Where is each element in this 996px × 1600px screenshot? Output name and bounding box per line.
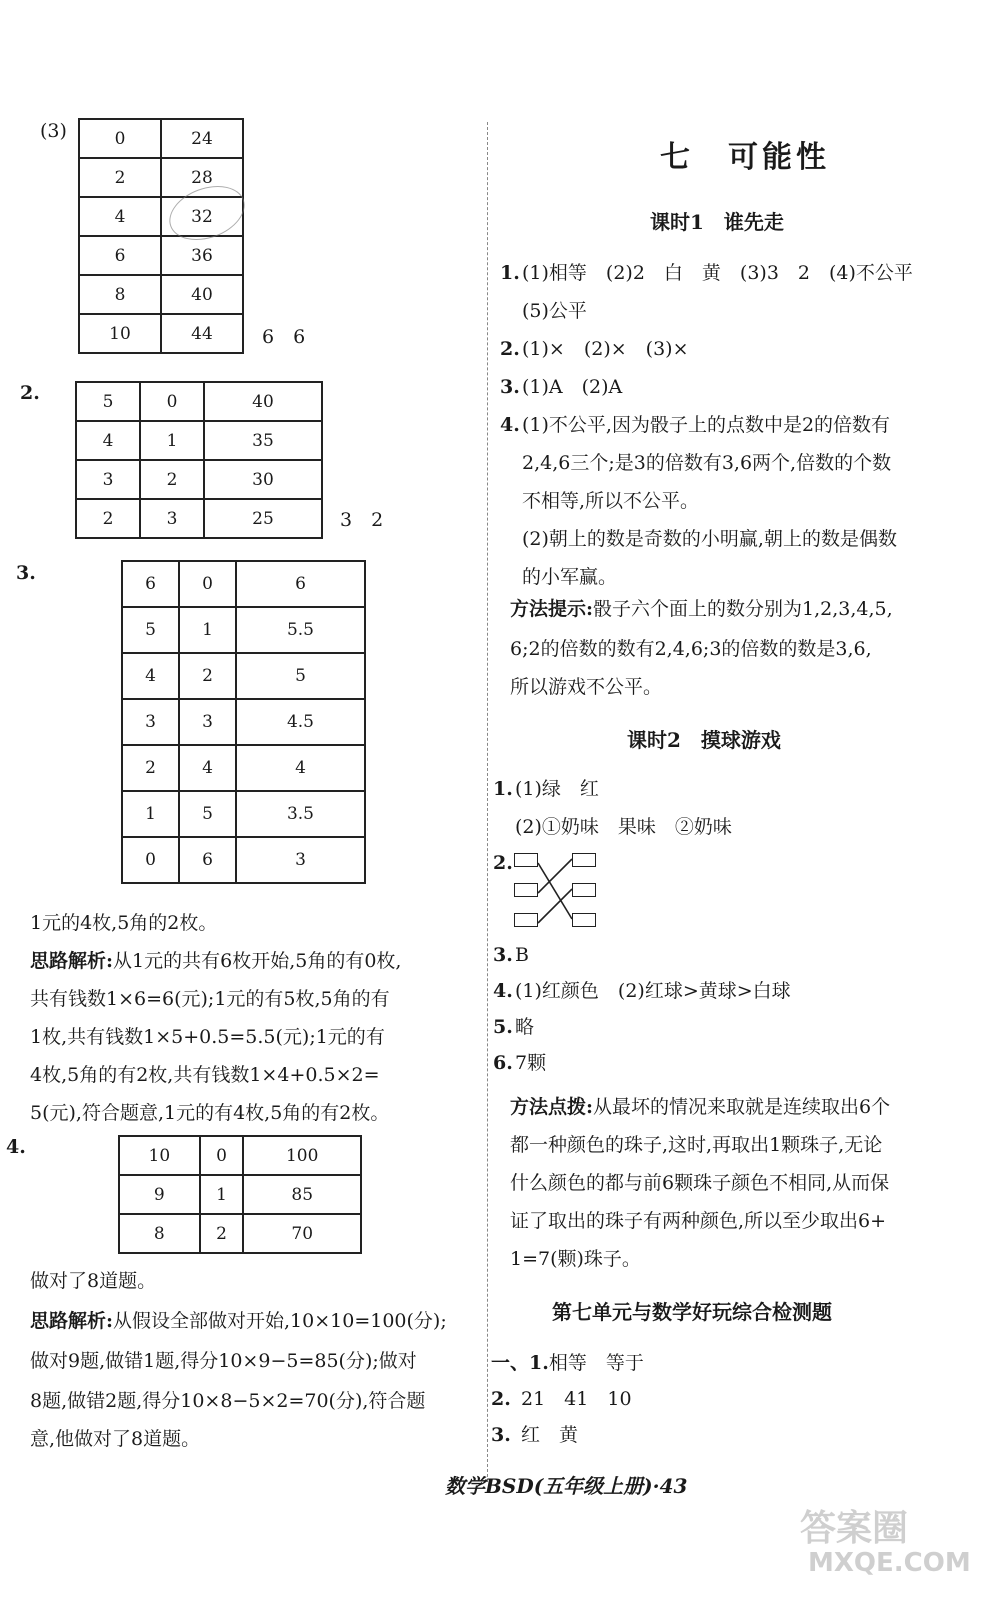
table-cell: 3 xyxy=(122,699,179,745)
table-cell: 5.5 xyxy=(236,607,365,653)
table-cell: 5 xyxy=(179,791,236,837)
answer-text: (1)不公平,因为骰子上的点数中是2的倍数有 xyxy=(522,414,891,436)
table-cell: 4 xyxy=(79,197,161,236)
table-cell: 5 xyxy=(76,382,140,421)
question-number: 6. xyxy=(493,1052,513,1074)
tip2-line: 都一种颜色的珠子,这时,再取出1颗珠子,无论 xyxy=(510,1134,883,1156)
q4-analysis-line: 做对9题,做错1题,得分10×9−5=85(分);做对 xyxy=(30,1350,417,1372)
lesson1-title: 课时1 谁先走 xyxy=(650,210,784,234)
q4-analysis-line: 从假设全部做对开始,10×10=100(分); xyxy=(113,1310,447,1332)
table-cell: 35 xyxy=(204,421,322,460)
q4-label: 4. xyxy=(6,1136,26,1158)
table-cell: 10 xyxy=(79,314,161,353)
table-cell: 4 xyxy=(179,745,236,791)
table-cell: 6 xyxy=(236,561,365,607)
table-cell: 5 xyxy=(236,653,365,699)
q4-analysis-line: 意,他做对了8道题。 xyxy=(30,1428,201,1450)
table-row xyxy=(76,460,322,499)
q4-table xyxy=(118,1135,362,1254)
q1-3-label: (3) xyxy=(40,120,67,142)
table-cell: 0 xyxy=(179,561,236,607)
match-box-left-1 xyxy=(514,853,538,867)
table-cell: 3 xyxy=(76,460,140,499)
table-cell: 36 xyxy=(161,236,243,275)
table-cell: 3.5 xyxy=(236,791,365,837)
tip1-label: 方法提示: xyxy=(510,598,594,620)
answer-text: 的小军赢。 xyxy=(522,566,618,588)
answer-text: 7颗 xyxy=(515,1052,547,1074)
q3-analysis-line: 从1元的共有6枚开始,5角的有0枚, xyxy=(113,950,402,972)
table-row xyxy=(122,653,365,699)
table-cell: 5 xyxy=(122,607,179,653)
match-line xyxy=(538,863,572,919)
match-line xyxy=(538,889,572,923)
tip1-line: 所以游戏不公平。 xyxy=(510,676,663,698)
answer-text: 2,4,6三个;是3的倍数有3,6两个,倍数的个数 xyxy=(522,452,892,474)
answer-line xyxy=(500,412,890,438)
table-cell: 2 xyxy=(76,499,140,538)
q3-analysis-line: 4枚,5角的有2枚,共有钱数1×4+0.5×2= xyxy=(30,1064,380,1086)
table-cell: 9 xyxy=(119,1175,200,1214)
answer-line xyxy=(493,1050,546,1076)
q4-analysis-label: 思路解析: xyxy=(30,1310,114,1332)
q4-answer: 做对了8道题。 xyxy=(30,1270,157,1292)
answer-line xyxy=(500,450,891,476)
table-cell: 4 xyxy=(122,653,179,699)
table-cell: 10 xyxy=(119,1136,200,1175)
lesson2-title: 课时2 摸球游戏 xyxy=(627,728,781,752)
question-number: 5. xyxy=(493,1016,513,1038)
table-cell: 4 xyxy=(236,745,365,791)
answer-line xyxy=(500,298,587,324)
answer-line xyxy=(500,488,699,514)
table-row xyxy=(119,1136,361,1175)
table-cell: 85 xyxy=(243,1175,361,1214)
tip2-label: 方法点拨: xyxy=(510,1096,594,1118)
answer-text: 不相等,所以不公平。 xyxy=(522,490,700,512)
question-number: 3. xyxy=(491,1424,511,1446)
table-cell: 3 xyxy=(140,499,204,538)
question-number: 1. xyxy=(493,778,513,800)
match-box-left-3 xyxy=(514,913,538,927)
table-row xyxy=(122,699,365,745)
answer-text: (1)红颜色 (2)红球>黄球>白球 xyxy=(515,980,791,1002)
table-row xyxy=(119,1214,361,1253)
table-row xyxy=(76,499,322,538)
answer-text: (5)公平 xyxy=(522,300,587,322)
watermark-url: MXQE.COM xyxy=(808,1548,971,1578)
answer-text: B xyxy=(515,944,529,966)
q4-analysis xyxy=(30,1308,447,1334)
table-cell: 6 xyxy=(122,561,179,607)
answer-line xyxy=(491,1422,578,1448)
answer-text: (1)绿 红 xyxy=(515,778,599,800)
table-cell: 2 xyxy=(179,653,236,699)
question-number: 3. xyxy=(500,376,520,398)
table-row xyxy=(122,561,365,607)
page-footer: 数学BSD(五年级上册)·43 xyxy=(445,1474,688,1498)
answer-text: 21 41 10 xyxy=(521,1388,632,1410)
table-cell: 70 xyxy=(243,1214,361,1253)
table-cell: 4 xyxy=(76,421,140,460)
q1-3-answer: 6 6 xyxy=(262,326,306,348)
answer-text: (1)× (2)× (3)× xyxy=(522,338,689,360)
table-cell: 1 xyxy=(179,607,236,653)
table-cell: 4.5 xyxy=(236,699,365,745)
table-cell: 30 xyxy=(204,460,322,499)
q3-table xyxy=(121,560,366,884)
question-number: 2. xyxy=(500,338,520,360)
answer-line xyxy=(500,260,913,286)
table-cell: 6 xyxy=(79,236,161,275)
table-cell: 32 xyxy=(161,197,243,236)
table-cell: 100 xyxy=(243,1136,361,1175)
q1-3-table xyxy=(78,118,244,354)
table-row xyxy=(76,421,322,460)
q3-analysis-line: 1枚,共有钱数1×5+0.5=5.5(元);1元的有 xyxy=(30,1026,385,1048)
table-cell: 2 xyxy=(122,745,179,791)
answer-line xyxy=(493,942,529,968)
tip2-line: 从最坏的情况来取就是连续取出6个 xyxy=(593,1096,891,1118)
table-row xyxy=(79,119,243,158)
table-cell: 40 xyxy=(204,382,322,421)
q3-analysis-line: 共有钱数1×6=6(元);1元的有5枚,5角的有 xyxy=(30,988,390,1010)
tip1-line: 6;2的倍数的数有2,4,6;3的倍数的数是3,6, xyxy=(510,638,872,660)
table-cell: 0 xyxy=(140,382,204,421)
question-number: 2. xyxy=(491,1388,511,1410)
match-lines xyxy=(536,853,576,933)
table-cell: 24 xyxy=(161,119,243,158)
table-cell: 8 xyxy=(79,275,161,314)
question-number: 1. xyxy=(500,262,520,284)
answer-text: (1)A (2)A xyxy=(522,376,623,398)
table-cell: 3 xyxy=(179,699,236,745)
table-row xyxy=(79,275,243,314)
column-divider xyxy=(487,122,488,1482)
tip1 xyxy=(510,596,893,622)
answer-line xyxy=(493,776,599,802)
answer-line xyxy=(493,978,791,1004)
table-cell: 1 xyxy=(140,421,204,460)
tip2-line: 什么颜色的都与前6颗珠子颜色不相同,从而保 xyxy=(510,1172,890,1194)
table-cell: 28 xyxy=(161,158,243,197)
q2-matching-label: 2. xyxy=(493,852,513,874)
answer-text: (1)相等 (2)2 白 黄 (3)3 2 (4)不公平 xyxy=(522,262,913,284)
table-cell: 2 xyxy=(79,158,161,197)
answer-line xyxy=(491,1386,632,1412)
table-cell: 1 xyxy=(122,791,179,837)
table-cell: 25 xyxy=(204,499,322,538)
q2-answer: 3 2 xyxy=(340,509,384,531)
q2-label: 2. xyxy=(20,382,40,404)
tip2 xyxy=(510,1094,890,1120)
table-cell: 0 xyxy=(200,1136,244,1175)
table-cell: 6 xyxy=(179,837,236,883)
table-cell: 44 xyxy=(161,314,243,353)
table-cell: 0 xyxy=(79,119,161,158)
tip1-line: 骰子六个面上的数分别为1,2,3,4,5, xyxy=(593,598,893,620)
watermark-logo: 答案圈 xyxy=(800,1508,909,1549)
test-title: 第七单元与数学好玩综合检测题 xyxy=(552,1300,832,1324)
q3-answer: 1元的4枚,5角的2枚。 xyxy=(30,912,218,934)
table-cell: 40 xyxy=(161,275,243,314)
q3-analysis xyxy=(30,948,401,974)
answer-line xyxy=(500,564,617,590)
table-row xyxy=(79,314,243,353)
answer-text: (2)朝上的数是奇数的小明赢,朝上的数是偶数 xyxy=(522,528,897,550)
table-row xyxy=(76,382,322,421)
answer-text: (2)①奶味 果味 ②奶味 xyxy=(515,816,732,838)
table-cell: 3 xyxy=(236,837,365,883)
answer-line xyxy=(491,1350,644,1376)
question-number: 一、1. xyxy=(491,1352,549,1374)
table-cell: 0 xyxy=(122,837,179,883)
unit-title: 七 可能性 xyxy=(660,140,830,175)
table-row xyxy=(122,745,365,791)
table-row xyxy=(122,837,365,883)
table-row xyxy=(119,1175,361,1214)
match-box-left-2 xyxy=(514,883,538,897)
table-row xyxy=(122,607,365,653)
answer-line xyxy=(493,1014,534,1040)
answer-text: 略 xyxy=(515,1016,535,1038)
q3-analysis-label: 思路解析: xyxy=(30,950,114,972)
tip2-line: 证了取出的珠子有两种颜色,所以至少取出6+ xyxy=(510,1210,887,1232)
tip2-line: 1=7(颗)珠子。 xyxy=(510,1248,641,1270)
question-number: 3. xyxy=(493,944,513,966)
table-cell: 2 xyxy=(200,1214,244,1253)
q2-table xyxy=(75,381,323,539)
question-number: 4. xyxy=(500,414,520,436)
answer-text: 红 黄 xyxy=(521,1424,579,1446)
table-cell: 8 xyxy=(119,1214,200,1253)
match-line xyxy=(538,859,572,893)
q4-analysis-line: 8题,做错2题,得分10×8−5×2=70(分),符合题 xyxy=(30,1390,426,1412)
table-row xyxy=(79,236,243,275)
q3-label: 3. xyxy=(16,562,36,584)
answer-line xyxy=(500,526,897,552)
table-cell: 2 xyxy=(140,460,204,499)
answer-line xyxy=(500,336,689,362)
answer-line xyxy=(493,814,732,840)
answer-text: 相等 等于 xyxy=(548,1352,644,1374)
question-number: 4. xyxy=(493,980,513,1002)
answer-line xyxy=(500,374,622,400)
table-cell: 1 xyxy=(200,1175,244,1214)
table-row xyxy=(122,791,365,837)
q3-analysis-line: 5(元),符合题意,1元的有4枚,5角的有2枚。 xyxy=(30,1102,390,1124)
